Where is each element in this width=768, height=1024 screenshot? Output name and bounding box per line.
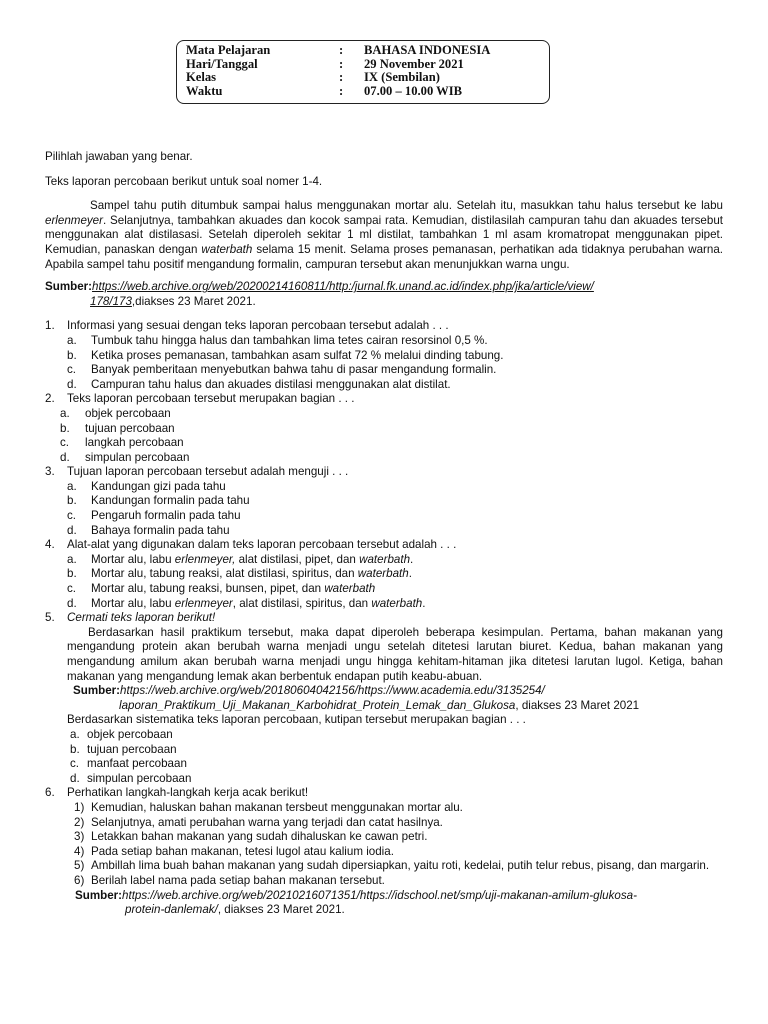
step-number: 3) (74, 830, 85, 844)
header-colon: : (339, 43, 344, 57)
option-text (91, 567, 412, 582)
question-number: 4. (45, 538, 55, 552)
header-row-date (186, 58, 549, 72)
step-item (45, 816, 723, 831)
question-6 (45, 786, 723, 917)
option-letter: a. (67, 552, 77, 566)
option-text: Campuran tahu halus dan akuades distilasi menggunakan alat distilat. (91, 377, 451, 391)
option-letter: c. (70, 757, 80, 771)
question-number: 6. (45, 786, 55, 800)
option-c[interactable] (45, 582, 723, 597)
option-text: Tumbuk tahu hingga halus dan tambahkan lima tetes cairan resorsinol 0,5 %. (91, 333, 488, 347)
erlenmeyer-term: erlenmeyer, (174, 552, 236, 566)
option-text: objek percobaan (87, 727, 173, 741)
option-text: Kandungan gizi pada tahu (91, 479, 226, 493)
header-colon: : (339, 83, 344, 98)
option-a[interactable] (45, 553, 723, 568)
waterbath-term: waterbath (201, 242, 253, 256)
passage-1 (45, 199, 723, 272)
header-label: Waktu (186, 83, 223, 98)
option-letter: d. (67, 377, 77, 391)
question-text: Cermati teks laporan berikut! (67, 611, 216, 625)
option-a[interactable] (45, 480, 723, 495)
option-text: tujuan percobaan (85, 421, 175, 435)
option-part: . (422, 596, 426, 610)
option-text: Bahaya formalin pada tahu (91, 523, 230, 537)
option-part: . (410, 552, 414, 566)
option-letter: b. (67, 494, 77, 508)
header-row-time (186, 85, 549, 99)
option-letter: b. (67, 348, 77, 362)
step-text: Selanjutnya, amati perubahan warna yang terjadi dan catat hasilnya. (91, 815, 443, 829)
step-number: 1) (74, 800, 85, 814)
option-letter: a. (60, 406, 70, 420)
option-letter: c. (67, 363, 77, 377)
option-text: Pengaruh formalin pada tahu (91, 509, 241, 523)
option-text (91, 582, 375, 597)
source-link[interactable]: https://web.archive.org/web/20180604042156/https://www.academia.edu/3135254/ (120, 684, 545, 698)
option-d[interactable] (45, 378, 723, 393)
header-value: BAHASA INDONESIA (364, 43, 491, 57)
header-value: 07.00 – 10.00 WIB (364, 83, 463, 98)
source-date: , diakses 23 Maret 2021. (217, 903, 345, 917)
question-5-prompt: Berdasarkan sistematika teks laporan percobaan, kutipan tersebut merupakan bagian . . . (67, 713, 526, 727)
option-text: simpulan percobaan (85, 450, 190, 464)
option-letter: b. (60, 421, 70, 435)
option-letter: a. (70, 727, 80, 741)
text-intro: Teks laporan percobaan berikut untuk soal nomer 1-4. (45, 174, 323, 188)
step-item (45, 830, 723, 845)
question-text: Informasi yang sesuai dengan teks laporan percobaan tersebut adalah . . . (67, 319, 449, 333)
source-1 (45, 280, 723, 309)
step-text: Pada setiap bahan makanan, tetesi lugol atau kalium iodia. (91, 844, 394, 858)
option-text: objek percobaan (85, 406, 171, 420)
option-part: , alat distilasi, spiritus, dan (232, 596, 372, 610)
option-b[interactable] (45, 494, 723, 509)
question-number: 3. (45, 465, 55, 479)
option-letter: a. (67, 333, 77, 347)
option-part: alat distilasi, pipet, dan (235, 552, 360, 566)
waterbath-term: waterbath (371, 596, 423, 610)
option-text: tujuan percobaan (87, 742, 177, 756)
option-text: manfaat percobaan (87, 757, 187, 771)
option-b[interactable] (45, 422, 723, 437)
source-2 (45, 684, 723, 713)
option-text: Banyak pemberitaan menyebutkan bahwa tahu di pasar mengandung formalin. (91, 363, 497, 377)
option-c[interactable] (45, 757, 723, 772)
source-3 (45, 889, 723, 918)
option-b[interactable] (45, 349, 723, 364)
question-number: 5. (45, 611, 55, 625)
question-text: Alat-alat yang digunakan dalam teks laporan percobaan tersebut adalah . . . (67, 538, 457, 552)
option-b[interactable] (45, 567, 723, 582)
step-item (45, 801, 723, 816)
option-part: Mortar alu, labu (91, 596, 175, 610)
header-value: 29 November 2021 (364, 56, 464, 71)
step-text: Kemudian, haluskan bahan makanan tersbeut menggunakan mortar alu. (91, 800, 463, 814)
header-colon: : (339, 56, 344, 71)
option-b[interactable] (45, 743, 723, 758)
step-item (45, 874, 723, 889)
instruction-text: Pilihlah jawaban yang benar. (45, 150, 193, 163)
source-link[interactable]: laporan_Praktikum_Uji_Makanan_Karbohidrat_Protein_Lemak_dan_Glukosa (119, 698, 516, 712)
option-part: Mortar alu, labu (91, 552, 175, 566)
option-letter: b. (70, 742, 80, 756)
source-label: Sumber: (75, 888, 123, 902)
header-row-class (186, 71, 549, 85)
option-a[interactable] (45, 407, 723, 422)
step-text: Berilah label nama pada setiap bahan makanan tersebut. (91, 873, 385, 887)
header-label: Mata Pelajaran (186, 43, 271, 57)
header-label: Kelas (186, 70, 217, 84)
option-a[interactable] (45, 728, 723, 743)
option-d[interactable] (45, 597, 723, 612)
header-colon: : (339, 70, 344, 84)
option-d[interactable] (45, 524, 723, 539)
option-letter: d. (67, 523, 77, 537)
option-letter: d. (67, 596, 77, 610)
step-item (45, 859, 723, 874)
passage-1-part: . Selanjutnya, tambahkan akuades dan kocok sampai rata. Kemudian, distilasilah campuran tahu dan akuades tersebut menggunakan alat distilasasi. Setelah diperoleh sekitar 1 ml distilat, tambahkan 1 ml asam kromatropat menggunakan pipet. Kemudian, panaskan dengan (45, 213, 723, 256)
header-label: Hari/Tanggal (186, 56, 258, 71)
erlenmeyer-term: erlenmeyer (174, 596, 233, 610)
option-letter: d. (70, 771, 80, 785)
waterbath-term: waterbath (324, 582, 376, 596)
erlenmeyer-term: erlenmeyer (45, 213, 103, 227)
source-label: Sumber: (73, 684, 121, 698)
option-c[interactable] (45, 436, 723, 451)
step-text: Letakkan bahan makanan yang sudah dihaluskan ke cawan petri. (91, 830, 428, 844)
option-text: langkah percobaan (85, 436, 184, 450)
step-number: 5) (74, 859, 85, 873)
step-number: 6) (74, 873, 85, 887)
option-letter: a. (67, 479, 77, 493)
option-letter: d. (60, 450, 70, 464)
option-d[interactable] (45, 772, 723, 787)
question-3 (45, 465, 723, 538)
step-text: Ambillah lima buah bahan makanan yang sudah dipersiapkan, yaitu roti, kedelai, putih telur rebus, pisang, dan margarin. (91, 859, 710, 873)
option-text (91, 597, 425, 612)
source-link[interactable]: https://web.archive.org/web/20210216071351/https://idschool.net/smp/uji-makanan-amilum-glukosa- (122, 888, 637, 902)
option-c[interactable] (45, 363, 723, 378)
question-4 (45, 538, 723, 611)
passage-2: Berdasarkan hasil praktikum tersebut, maka dapat diperoleh beberapa kesimpulan. Pertama, bahan makanan yang mengandung protein akan berubah warna menjadi ungu setelah ditetesi larutan biuret. Kedua, bahan makanan yang mengandung amilum akan berubah warna menjadi ungu hingga kehitam-hitaman jika ditetesi larutan lugol. Ketiga, bahan makanan yang mengandung lemak akan berbentuk endapan putih keabu-abuan. (67, 625, 723, 683)
option-text (91, 553, 413, 568)
waterbath-term: waterbath (357, 567, 409, 581)
option-letter: b. (67, 567, 77, 581)
question-number: 2. (45, 392, 55, 406)
step-item (45, 845, 723, 860)
exam-header-box (176, 40, 550, 104)
document-body (45, 150, 723, 918)
source-link[interactable]: protein-danlemak/ (125, 903, 218, 917)
option-part: Mortar alu, tabung reaksi, alat distilasi, spiritus, dan (91, 567, 358, 581)
option-letter: c. (60, 436, 70, 450)
source-link[interactable]: https://web.archive.org/web/20200214160811/http:/jurnal.fk.unand.ac.id/index.php/jka/article/view/ (92, 280, 594, 294)
header-row-subject (186, 44, 549, 58)
passage-1-part: selama 15 menit. Selama proses pemanasan, perhatikan ada tidaknya perubahan warna. Apabila sampel tahu positif mengandung formalin, campuran tersebut akan menunjukkan warna ungu. (45, 242, 723, 271)
option-part: . (408, 567, 412, 581)
source-date: ,diakses 23 Maret 2021. (131, 294, 256, 308)
source-date: , diakses 23 Maret 2021 (515, 698, 640, 712)
option-c[interactable] (45, 509, 723, 524)
option-text: simpulan percobaan (87, 771, 192, 785)
option-letter: c. (67, 582, 77, 596)
option-text: Kandungan formalin pada tahu (91, 494, 250, 508)
passage-1-part: Sampel tahu putih ditumbuk sampai halus menggunakan mortar alu. Setelah itu, masukkan tahu halus tersebut ke labu (90, 199, 723, 213)
option-text: Ketika proses pemanasan, tambahkan asam sulfat 72 % melalui dinding tabung. (91, 348, 504, 362)
question-number: 1. (45, 319, 55, 333)
question-5 (45, 611, 723, 786)
question-text: Perhatikan langkah-langkah kerja acak berikut! (67, 786, 309, 800)
question-2 (45, 392, 723, 465)
step-number: 4) (74, 844, 85, 858)
question-text: Tujuan laporan percobaan tersebut adalah menguji . . . (67, 465, 349, 479)
step-number: 2) (74, 815, 85, 829)
waterbath-term: waterbath (359, 552, 411, 566)
source-link[interactable]: 178/173 (90, 294, 132, 308)
question-text: Teks laporan percobaan tersebut merupakan bagian . . . (67, 392, 355, 406)
option-a[interactable] (45, 334, 723, 349)
option-d[interactable] (45, 451, 723, 466)
header-value: IX (Sembilan) (364, 70, 440, 84)
option-part: Mortar alu, tabung reaksi, bunsen, pipet, dan (91, 582, 325, 596)
option-letter: c. (67, 509, 77, 523)
question-1 (45, 319, 723, 392)
source-label: Sumber: (45, 280, 93, 294)
